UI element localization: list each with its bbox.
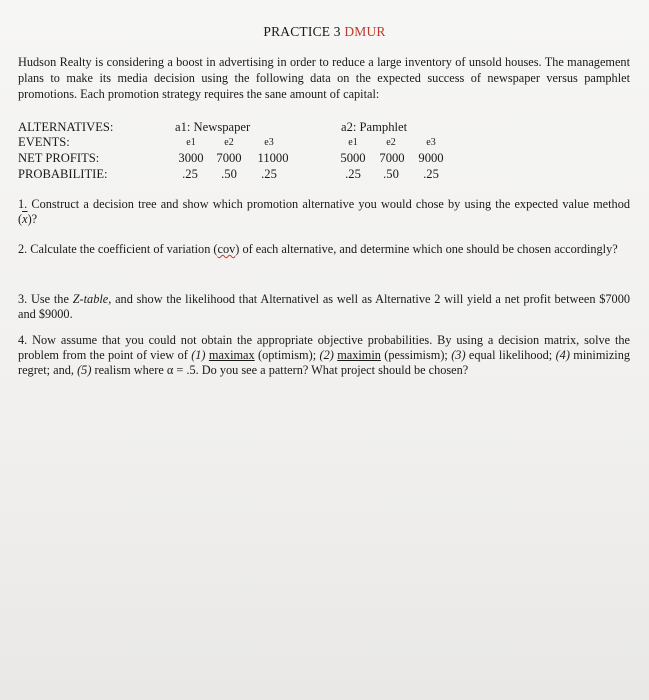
alt1-event-1: e1: [186, 137, 196, 148]
q4-maximax: maximax: [208, 348, 255, 362]
alt2-name: a2: Pamphlet: [341, 120, 408, 134]
alt2-profit-1: 5000: [340, 151, 366, 165]
alt1-profit-2: 7000: [216, 151, 242, 165]
alt2-event-1: e1: [348, 137, 358, 148]
row-label-alternatives: ALTERNATIVES:: [18, 120, 114, 134]
q3-text-b: and show the likelihood that Alternativel as well as Alternative 2 will yield a net profit between $7000 and $9000.: [18, 292, 631, 321]
intro-paragraph: Hudson Realty is considering a boost in advertising in order to reduce a large inventory of unsold houses. The management plans to make its media decision using the following data on the expected success of newspaper versus pamphlet promotions. Each promotion strategy requires the sane amount of capital:: [18, 55, 630, 101]
alt2-profit-3: 9000: [418, 151, 444, 165]
alt1-prob-1: .25: [182, 167, 198, 181]
q1-number: 1. Construct: [18, 197, 84, 211]
q1-end: )?: [27, 212, 38, 226]
alt2-prob-3: .25: [423, 167, 439, 181]
q4-num-1: (1): [191, 348, 206, 362]
page-title: [0, 24, 649, 40]
title-text: PRACTICE 3: [263, 24, 341, 39]
question-2: [18, 242, 630, 257]
question-3: [18, 292, 630, 322]
payoff-table: [18, 120, 630, 184]
q3-text-a: 3. Use the: [18, 292, 73, 306]
q4-text-b: (optimism);: [254, 348, 320, 362]
alt1-profit-1: 3000: [178, 151, 204, 165]
alt1-name: a1: Newspaper: [175, 120, 251, 134]
q1-text: a decision tree and show which promotion alternative you would chose by using the expected value method (: [18, 197, 630, 226]
row-label-events: EVENTS:: [18, 135, 70, 149]
q4-maximin: maximin: [337, 348, 381, 362]
alt1-event-3: e3: [264, 137, 274, 148]
alt2-prob-1: .25: [345, 167, 361, 181]
q4-text-a: 4. Now assume that you could not obtain the appropriate objective probabilities. By using a decision matrix, solve the problem from the point of view of: [18, 333, 630, 362]
q4-text-e: minimizing regret; and,: [18, 348, 630, 377]
q2-cov: cov: [217, 242, 236, 256]
q4-num-4: (4): [555, 348, 570, 362]
alt2-event-2: e2: [386, 137, 396, 148]
title-tag: DMUR: [344, 24, 386, 39]
q4-text-f: realism where α = .5. Do you see a pattern? What project should be chosen?: [91, 363, 469, 377]
q4-text-c: (pessimism);: [380, 348, 452, 362]
row-label-probabilities: PROBABILITIE:: [18, 167, 108, 181]
q2-text-a: 2. Calculate the coefficient of variation (: [18, 242, 218, 256]
alt1-prob-2: .50: [221, 167, 237, 181]
q2-text-b: ) of each alternative, and determine which one should be chosen accordingly?: [235, 242, 618, 256]
row-label-net-profits: NET PROFITS:: [18, 151, 100, 165]
q1-xbar-symbol: $\overline{x}$: [22, 212, 28, 226]
alt2-profit-2: 7000: [379, 151, 405, 165]
q4-text-d: equal likelihood;: [465, 348, 556, 362]
question-1: [18, 197, 630, 227]
q3-ztable: Z-table,: [72, 292, 112, 306]
q4-num-2: (2): [319, 348, 334, 362]
alt1-event-2: e2: [224, 137, 234, 148]
alt1-profit-3: 11000: [257, 151, 289, 165]
alt2-event-3: e3: [426, 137, 436, 148]
question-4: [18, 333, 630, 378]
alt2-prob-2: .50: [383, 167, 399, 181]
alt1-prob-3: .25: [261, 167, 277, 181]
q4-num-5: (5): [77, 363, 92, 377]
q4-num-3: (3): [451, 348, 466, 362]
